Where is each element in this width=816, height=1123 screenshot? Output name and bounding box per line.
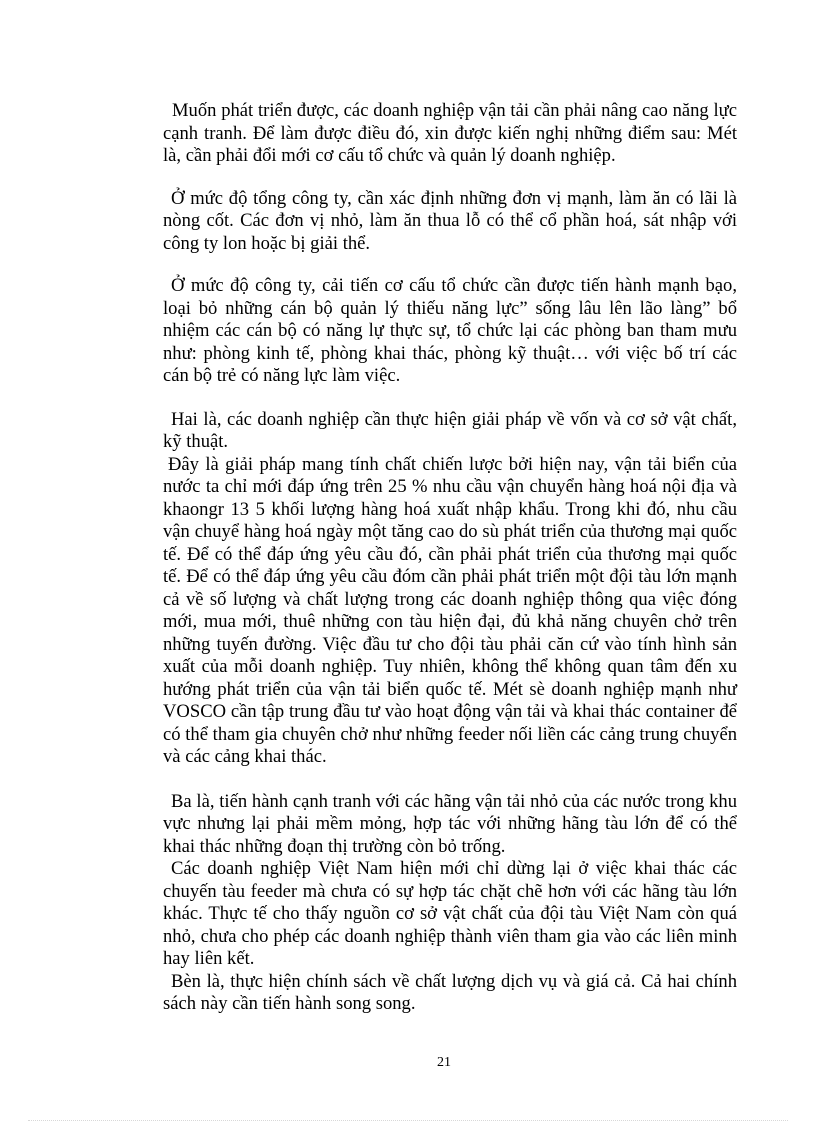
page-number: 21 xyxy=(437,1055,451,1070)
page-bottom-divider xyxy=(28,1120,788,1121)
paragraph-company-level: Ở mức độ công ty, cải tiến cơ cấu tổ chức cần được tiến hành mạnh bạo, loại bỏ những cán bộ quản lý thiếu năng lực” sống lâu lên lão làng” bổ nhiệm các cán bộ có năng lự thực sự, tổ chức lại các phòng ban tham mưu như: phòng kinh tế, phòng khai thác, phòng kỹ thuật… với việc bố trí các cán bộ trẻ có năng lực làm việc. xyxy=(163,275,737,386)
paragraph-fourth-solution: Bèn là, thực hiện chính sách về chất lượng dịch vụ và giá cả. Cả hai chính sách này cần tiến hành song song. xyxy=(163,970,737,1014)
paragraph-corporation-level: Ở mức độ tổng công ty, cần xác định những đơn vị mạnh, làm ăn có lãi là nòng cốt. Các đơn vị nhỏ, làm ăn thua lỗ có thể cổ phần hoá, sát nhập với công ty lon hoặc bị giải thể. xyxy=(163,187,737,254)
paragraph-strategy: Đây là giải pháp mang tính chất chiến lược bởi hiện nay, vận tải biển của nước ta chỉ mới đáp ứng trên 25 % nhu cầu vận chuyển hàng hoá nội địa và khaongr 13 5 khối lượng hàng hoá xuất nhập khẩu. Trong khi đó, nhu cầu vận chuyể hàng hoá ngày một tăng cao do sù phát triển của thương mại quốc tế. Để có thể đáp ứng yêu cầu đó, cần phải phát triển của thương mại quốc tế. Để có thể đáp ứng yêu cầu đóm cần phải phát triển một đội tàu lớn mạnh cả về số lượng và chất lượng trong các doanh nghiệp thông qua việc đóng mới, mua mới, thuê những con tàu hiện đại, đủ khả năng chuyên chở trên những tuyến đường. Việc đầu tư cho đội tàu phải căn cứ vào tính hình sản xuất của mỗi doanh nghiệp. Tuy nhiên, không thể không quan tâm đến xu hướng phát triển của vận tải biển quốc tế. Mét sè doanh nghiệp mạnh như VOSCO cần tập trung đầu tư vào hoạt động vận tải và khai thác container để có thể tham gia chuyên chở như những feeder nối liền các cảng trung chuyển và các cảng khai thác. xyxy=(163,453,737,767)
paragraph-third-solution: Ba là, tiến hành cạnh tranh với các hãng vận tải nhỏ của các nước trong khu vực nhưng lại phải mềm mỏng, hợp tác với những hãng tàu lớn để có thể khai thác những đoạn thị trường còn bỏ trống. xyxy=(163,790,737,857)
document-body xyxy=(163,100,737,1016)
paragraph-second-solution: Hai là, các doanh nghiệp cần thực hiện giải pháp về vốn và cơ sở vật chất, kỹ thuật. xyxy=(163,408,737,452)
paragraph-feeder-cooperation: Các doanh nghiệp Việt Nam hiện mới chỉ dừng lại ở việc khai thác các chuyến tàu feeder mà chưa có sự hợp tác chặt chẽ hơn với các hãng tàu lớn khác. Thực tế cho thấy nguồn cơ sở vật chất của đội tàu Việt Nam còn quá nhỏ, chưa cho phép các doanh nghiệp thành viên tham gia vào các liên minh hay liên kết. xyxy=(163,858,737,969)
paragraph-intro: Muốn phát triển được, các doanh nghiệp vận tải cần phải nâng cao năng lực cạnh tranh. Để làm được điều đó, xin được kiến nghị những điểm sau: Mét là, cần phải đổi mới cơ cấu tổ chức và quản lý doanh nghiệp. xyxy=(163,100,737,166)
